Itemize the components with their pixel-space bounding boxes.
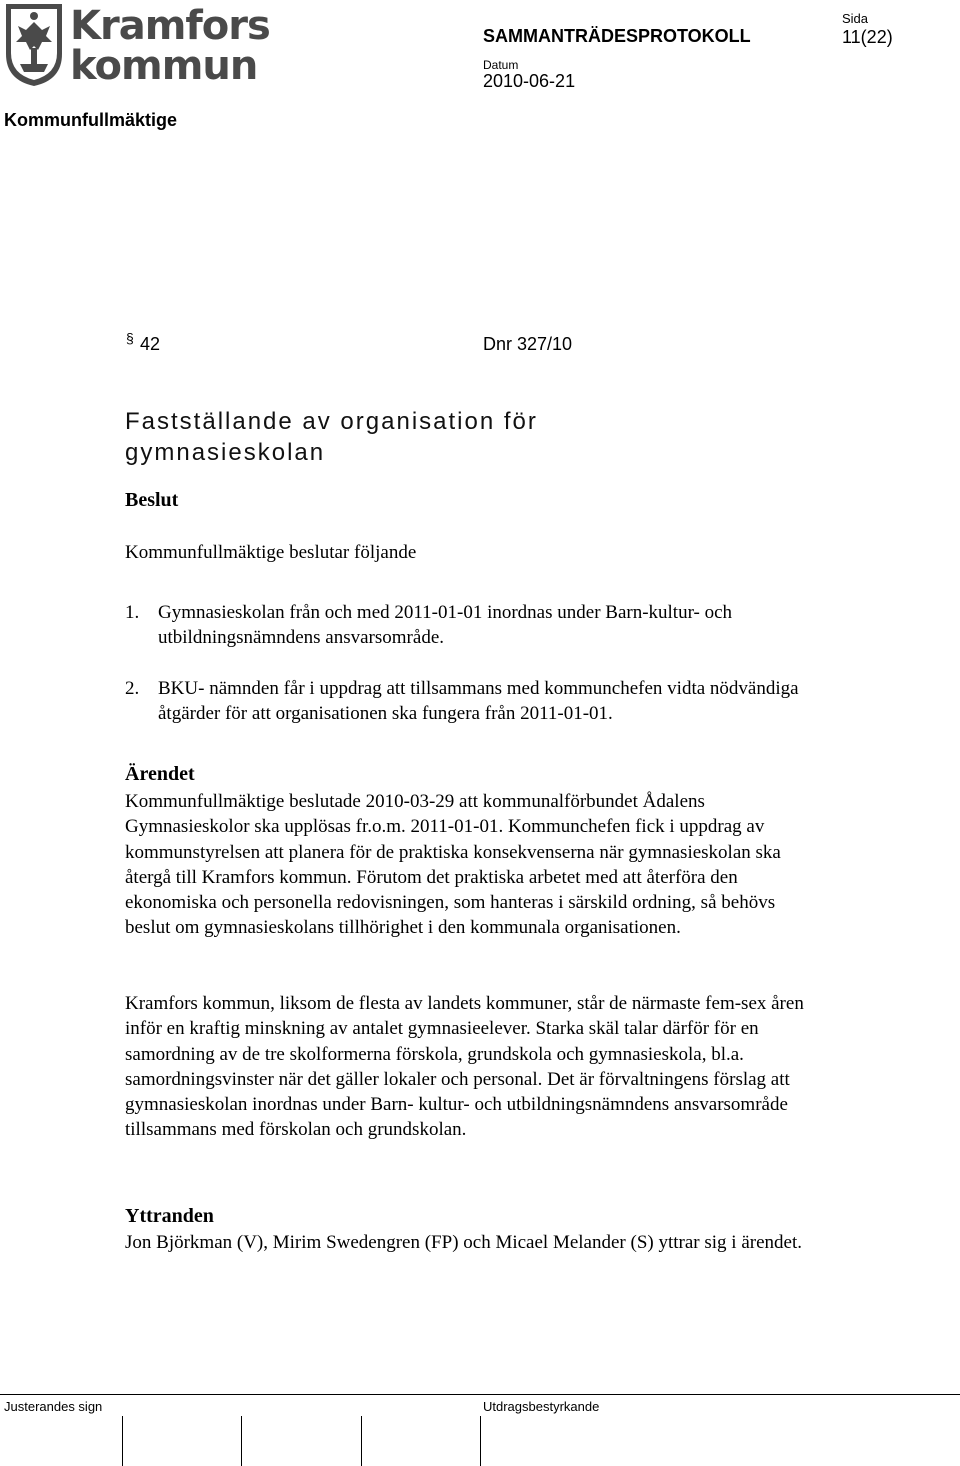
document-type: SAMMANTRÄDESPROTOKOLL <box>483 26 751 46</box>
paragraph-sign: § <box>126 330 134 346</box>
beslut-intro: Kommunfullmäktige beslutar följande <box>125 542 417 563</box>
signature-box-divider <box>122 1416 123 1466</box>
list-item <box>125 676 815 727</box>
date-label: Datum <box>483 58 519 72</box>
arendet-paragraph-2: Kramfors kommun, liksom de flesta av landets kommuner, står de närmaste fem-sex åren inför en kraftig minskning av antalet gymnasieelever. Starka skäl talar därför för en samordning av de tre skolformerna förskola, grundskola och gymnasieskola, bl.a. samordningsvinster när det gäller lokaler och personal. Det är förvaltningens förslag att gymnasieskolan inordnas under Barn- kultur- och utbildningsnämndens ansvarsområde tillsammans med förskolan och grundskolan. <box>125 993 804 1141</box>
page-label: Sida <box>842 11 869 26</box>
diary-number: Dnr 327/10 <box>483 334 573 354</box>
yttranden-text: Jon Björkman (V), Mirim Swedengren (FP) och Micael Melander (S) yttrar sig i ärendet. <box>125 1232 802 1253</box>
utdragsbestyrkande-label: Utdragsbestyrkande <box>483 1399 600 1414</box>
justerandes-sign-label: Justerandes sign <box>4 1399 103 1414</box>
coat-of-arms-icon <box>4 2 64 88</box>
arendet-paragraph-1: Kommunfullmäktige beslutade 2010-03-29 att kommunalförbundet Ådalens Gymnasieskolor ska upplösas fr.o.m. 2011-01-01. Kommunchefen fick i uppdrag av kommunstyrelsen att planera för de praktiska konsekvenserna när gymnasieskolan ska återgå till Kramfors kommun. Förutom det praktiska arbetet med att återföra den ekonomiska och personella redovisningen, som hanteras i särskild ordning, så behövs beslut om gymnasieskolans tillhörighet i den kommunala organisationen. <box>125 791 781 939</box>
beslut-heading: Beslut <box>125 489 179 511</box>
list-item-text: BKU- nämnden får i uppdrag att tillsammans med kommunchefen vidta nödvändiga åtgärder för att organisationen ska fungera från 2011-01-01. <box>158 677 799 724</box>
page-number: 11(22) <box>842 27 893 47</box>
signature-box-divider <box>241 1416 242 1466</box>
paragraph-number-row <box>126 334 160 355</box>
logo-text-line2: kommun <box>70 43 258 89</box>
signature-box-divider <box>361 1416 362 1466</box>
body-name: Kommunfullmäktige <box>4 110 178 130</box>
yttranden-heading: Yttranden <box>125 1205 214 1227</box>
paragraph-number: 42 <box>140 334 161 354</box>
page-title: Fastställande av organisation för gymnasieskolan <box>125 408 538 466</box>
list-item-number: 1. <box>125 602 140 623</box>
signature-box-divider <box>480 1416 481 1466</box>
list-item <box>125 600 815 651</box>
logo-text-line1: Kramfors <box>70 3 270 49</box>
footer-divider <box>0 1394 960 1395</box>
list-item-number: 2. <box>125 677 140 699</box>
list-item-text: Gymnasieskolan från och med 2011-01-01 inordnas under Barn-kultur- och utbildningsnämndens ansvarsområde. <box>158 602 733 649</box>
decision-list <box>125 600 815 726</box>
kramfors-kommun-logo <box>4 2 270 89</box>
arendet-heading: Ärendet <box>125 763 195 785</box>
date-value: 2010-06-21 <box>483 71 576 91</box>
